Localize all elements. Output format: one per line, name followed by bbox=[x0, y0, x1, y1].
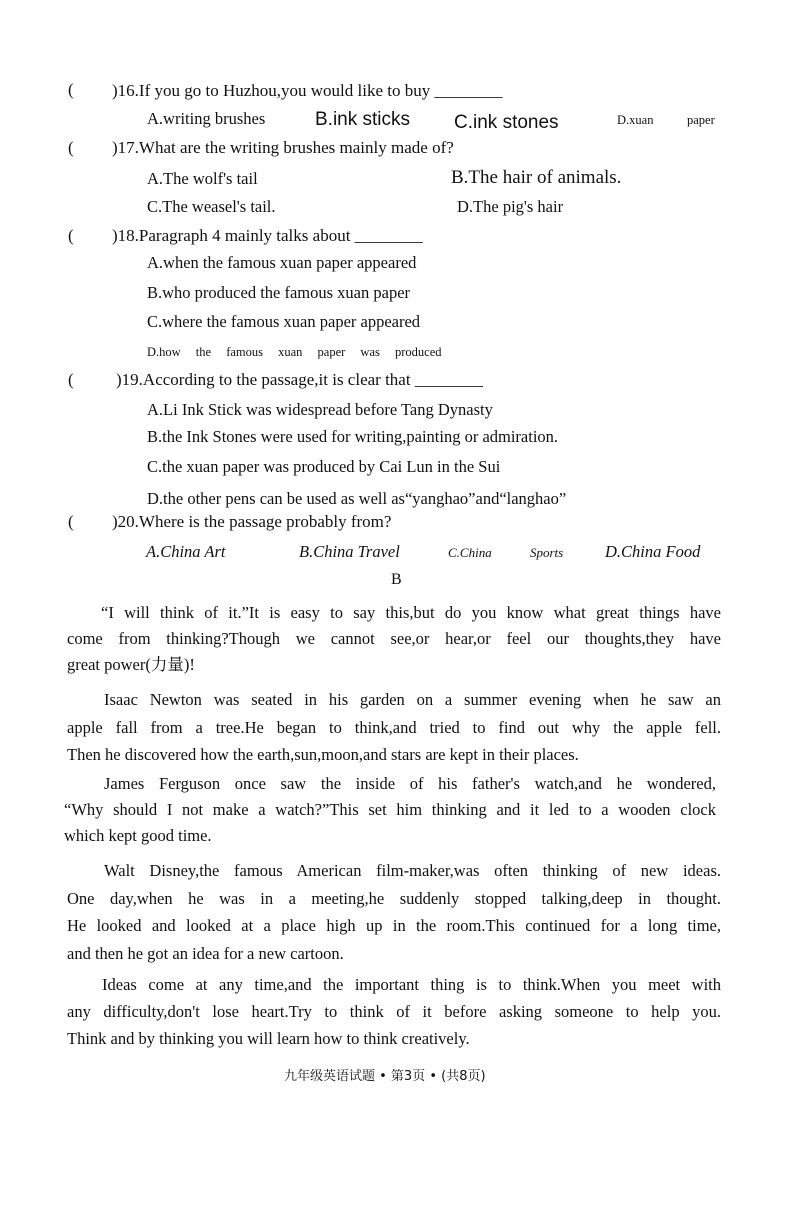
q17-option-b: B.The hair of animals. bbox=[451, 167, 622, 188]
q20-option-d: D.China Food bbox=[605, 542, 701, 561]
section-label: B bbox=[391, 571, 402, 588]
passage-line: “Why should I not make a watch?”This set him thinking and it led to a wooden clock bbox=[64, 800, 716, 819]
q18-option-d bbox=[147, 345, 488, 360]
passage-line: James Ferguson once saw the inside of his father's watch,and he wondered, bbox=[104, 774, 716, 793]
question-19-stem: )19.According to the passage,it is clear that ________ bbox=[116, 370, 483, 389]
passage-line: any difficulty,don't lose heart.Try to think of it before asking someone to help you. bbox=[67, 1002, 721, 1021]
q19-option-b: B.the Ink Stones were used for writing,painting or admiration. bbox=[147, 427, 559, 446]
passage-line: apple fall from a tree.He began to think,and tried to find out why the apple fell. bbox=[67, 717, 721, 737]
question-16-stem: )16.If you go to Huzhou,you would like to buy ________ bbox=[112, 81, 503, 100]
passage-line: Think and by thinking you will learn how to think creatively. bbox=[67, 1029, 470, 1048]
passage-paragraph-3 bbox=[64, 771, 716, 849]
q18-option-c: C.where the famous xuan paper appeared bbox=[147, 312, 421, 331]
q16-option-d-cont: paper bbox=[687, 113, 715, 127]
q20-option-c-cont: Sports bbox=[530, 545, 564, 560]
q19-option-a: A.Li Ink Stick was widespread before Tang Dynasty bbox=[147, 400, 493, 419]
passage-line: and then he got an idea for a new cartoon. bbox=[67, 943, 344, 963]
q16-option-a: A.writing brushes bbox=[147, 109, 266, 128]
page-footer: 九年级英语试题 • 第3页 • (共8页) bbox=[284, 1069, 486, 1084]
answer-bracket: ( bbox=[68, 80, 74, 99]
q19-option-d: D.the other pens can be used as well as“yanghao”and“langhao” bbox=[147, 489, 567, 508]
passage-line: Then he discovered how the earth,sun,moon,and stars are kept in their places. bbox=[67, 745, 579, 764]
q16-option-b: B.ink sticks bbox=[315, 109, 411, 130]
q18-option-d-text: D.how the famous xuan paper was produced bbox=[147, 345, 442, 359]
passage-line: which kept good time. bbox=[64, 826, 212, 845]
q20-option-c: C.China bbox=[448, 545, 492, 560]
answer-bracket: ( bbox=[68, 138, 74, 157]
q17-option-c: C.The weasel's tail. bbox=[147, 197, 276, 216]
passage-line: come from thinking?Though we cannot see,or hear,or feel our thoughts,they have bbox=[67, 629, 721, 648]
passage-line: He looked and looked at a place high up in the room.This continued for a long time, bbox=[67, 916, 721, 935]
q17-option-a: A.The wolf's tail bbox=[147, 169, 258, 188]
passage-line: Walt Disney,the famous American film-maker,was often thinking of new ideas. bbox=[104, 861, 721, 880]
passage-paragraph-2 bbox=[67, 686, 721, 769]
passage-line: One day,when he was in a meeting,he suddenly stopped talking,deep in thought. bbox=[67, 888, 721, 908]
q18-option-b: B.who produced the famous xuan paper bbox=[147, 283, 411, 302]
q19-option-c: C.the xuan paper was produced by Cai Lun in the Sui bbox=[147, 457, 501, 476]
passage-paragraph-1 bbox=[67, 600, 721, 678]
q17-option-d: D.The pig's hair bbox=[457, 197, 564, 216]
passage-line: Isaac Newton was seated in his garden on a summer evening when he saw an bbox=[104, 690, 721, 709]
q16-option-c: C.ink stones bbox=[454, 112, 559, 133]
question-17-stem: )17.What are the writing brushes mainly made of? bbox=[112, 138, 454, 157]
passage-line: great power(力量)! bbox=[67, 655, 195, 674]
passage-paragraph-5 bbox=[67, 971, 721, 1052]
q18-option-a: A.when the famous xuan paper appeared bbox=[147, 253, 417, 272]
passage-line: “I will think of it.”It is easy to say this,but do you know what great things have bbox=[101, 603, 721, 622]
question-20-stem: )20.Where is the passage probably from? bbox=[112, 512, 392, 531]
q20-option-a: A.China Art bbox=[146, 542, 226, 561]
q20-option-b: B.China Travel bbox=[299, 542, 400, 561]
answer-bracket: ( bbox=[68, 226, 74, 245]
passage-line: Ideas come at any time,and the important thing is to think.When you meet with bbox=[102, 975, 721, 994]
passage-paragraph-4 bbox=[67, 857, 721, 967]
question-18-stem: )18.Paragraph 4 mainly talks about ________ bbox=[112, 226, 423, 245]
q16-option-d: D.xuan bbox=[617, 113, 654, 127]
answer-bracket: ( bbox=[68, 370, 74, 389]
answer-bracket: ( bbox=[68, 512, 74, 531]
